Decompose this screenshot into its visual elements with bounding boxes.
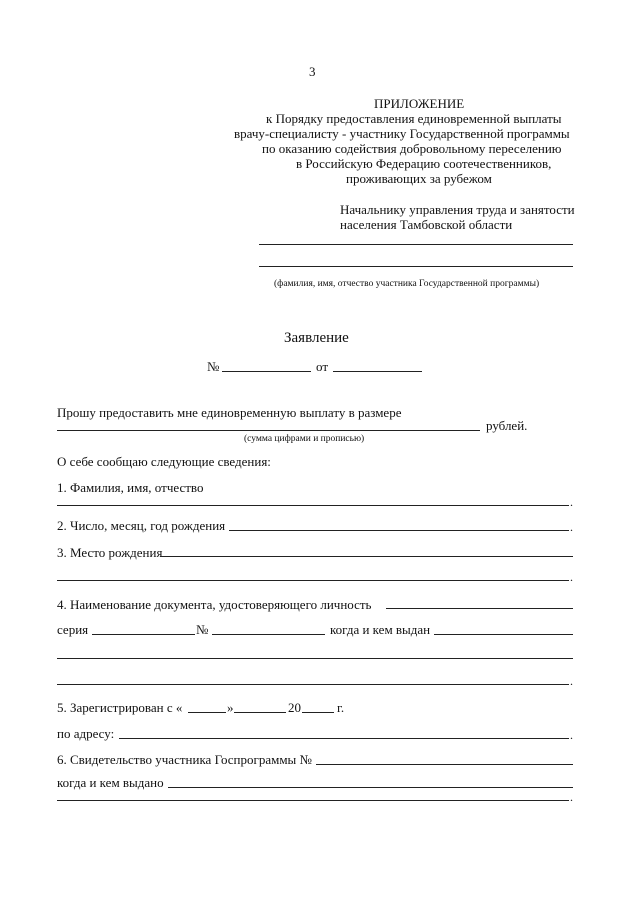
registration-month-blank[interactable]	[234, 712, 286, 713]
addressee-line: населения Тамбовской области	[340, 217, 513, 232]
appendix-line: проживающих за рубежом	[346, 171, 492, 186]
line-end-dot: .	[570, 520, 573, 534]
line-end-dot: .	[570, 790, 573, 804]
appendix-line: в Российскую Федерацию соотечественников,	[296, 156, 552, 171]
name-caption: (фамилия, имя, отчество участника Государственной программы)	[274, 279, 540, 289]
document-heading: Заявление	[284, 330, 349, 346]
application-date-blank[interactable]	[333, 371, 422, 372]
registration-year-blank[interactable]	[302, 712, 334, 713]
quote-close: »	[227, 700, 234, 715]
id-issued-label: когда и кем выдан	[330, 622, 431, 637]
field-registration-label: 5. Зарегистрирован с «	[57, 700, 183, 715]
registration-day-blank[interactable]	[188, 712, 226, 713]
line-end-dot: .	[570, 728, 573, 742]
field-id-document-label: 4. Наименование документа, удостоверяющего личность	[57, 597, 372, 612]
id-issued-blank-2[interactable]	[57, 658, 573, 659]
id-document-blank[interactable]	[386, 608, 573, 609]
request-text: Прошу предоставить мне единовременную выплату в размере	[57, 405, 402, 420]
id-series-label: серия	[57, 622, 89, 637]
year-suffix: г.	[337, 700, 345, 715]
line-end-dot: .	[570, 570, 573, 584]
id-issued-blank-3[interactable]	[57, 684, 569, 685]
page-number: 3	[309, 64, 316, 79]
certificate-issued-blank-2[interactable]	[57, 800, 569, 801]
certificate-issued-label: когда и кем выдано	[57, 775, 164, 790]
address-blank[interactable]	[119, 738, 569, 739]
line-end-dot: .	[570, 495, 573, 509]
intro-text: О себе сообщаю следующие сведения:	[57, 454, 271, 469]
birth-place-blank-2[interactable]	[57, 580, 569, 581]
amount-caption: (сумма цифрами и прописью)	[244, 434, 365, 444]
appendix-line: врачу-специалисту - участнику Государственной программы	[234, 126, 570, 141]
applicant-name-blank[interactable]	[259, 244, 573, 245]
id-number-label: №	[196, 622, 209, 637]
birth-place-blank[interactable]	[160, 556, 573, 557]
field-birth-date-label: 2. Число, месяц, год рождения	[57, 518, 226, 533]
id-number-blank[interactable]	[212, 634, 325, 635]
address-label: по адресу:	[57, 726, 115, 741]
amount-blank[interactable]	[57, 430, 480, 431]
applicant-name-blank[interactable]	[259, 266, 573, 267]
id-series-blank[interactable]	[92, 634, 195, 635]
id-issued-blank[interactable]	[434, 634, 573, 635]
addressee-line: Начальнику управления труда и занятости	[340, 202, 575, 217]
certificate-issued-blank[interactable]	[168, 787, 573, 788]
number-label: №	[207, 359, 220, 374]
field-birth-place-label: 3. Место рождения	[57, 545, 163, 560]
currency-label: рублей.	[486, 418, 528, 433]
line-end-dot: .	[570, 674, 573, 688]
field-certificate-label: 6. Свидетельство участника Госпрограммы №	[57, 752, 312, 767]
year-prefix: 20	[288, 700, 301, 715]
field-full-name-label: 1. Фамилия, имя, отчество	[57, 480, 204, 495]
birth-date-blank[interactable]	[229, 530, 569, 531]
full-name-blank[interactable]	[57, 505, 569, 506]
appendix-title: ПРИЛОЖЕНИЕ	[374, 96, 465, 111]
appendix-line: к Порядку предоставления единовременной выплаты	[266, 111, 562, 126]
application-number-blank[interactable]	[222, 371, 311, 372]
date-label: от	[316, 359, 329, 374]
certificate-number-blank[interactable]	[316, 764, 573, 765]
appendix-line: по оказанию содействия добровольному переселению	[262, 141, 562, 156]
